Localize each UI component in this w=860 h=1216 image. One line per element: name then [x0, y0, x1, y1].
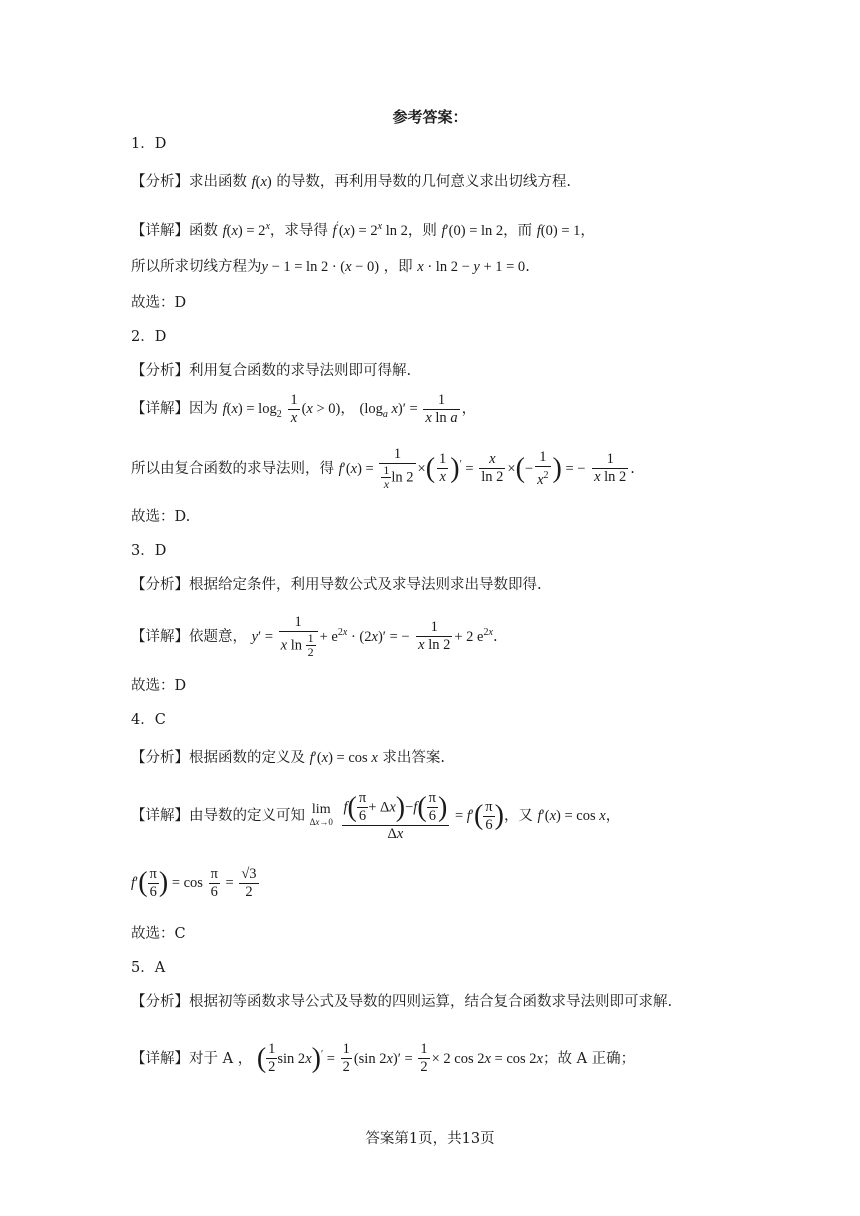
q1-answer: 故选：D [131, 295, 187, 311]
q2-detail: 【详解】因为 $f(x) = \log_2$ $\frac{1}{x}$ (x > 0)， ($\log_a$ x)′ = $\frac{1}{\text{x ln a}}$ ， [131, 391, 477, 426]
q2-analysis: 【分析】利用复合函数的求导法则即可得解. [131, 363, 412, 379]
q3-analysis: 【分析】根据给定条件，利用导数公式及求导法则求出导数即得. [131, 577, 542, 593]
q2-answer: 故选：D. [131, 509, 191, 525]
q4-answer: 故选：C [131, 926, 186, 942]
q1-analysis: 【分析】求出函数 f(x) 的导数，再利用导数的几何意义求出切线方程. [131, 174, 571, 190]
q1-tangent: 所以所求切线方程为y − 1 = ln 2 · (x − 0) ，即 x · ln 2 − y + 1 = 0. [131, 259, 530, 275]
q2-number: 2．D [131, 329, 167, 345]
q1-detail: 【详解】函数 $f(x) = 2^x$，求导得 $f'(x) = 2^x$ ln 2，则 f′(0) = ln 2，而 f(0) = 1， [131, 221, 595, 239]
q3-answer: 故选：D [131, 678, 187, 694]
q2-rule: 所以由复合函数的求导法则，得 f′(x) = 1 $\frac{1}{x}$ ln 2 ×( $\frac{1}{x}$ )′ = $\frac{x}{\ln 2}$ ×(− $\frac{1}{x^2}$ ) = − $\frac{1}{\text{x ln 2}}$ . [131, 446, 635, 492]
q4-detail: 【详解】由导数的定义可知 lim Δx→0 f( $\frac{\pi}{6}$ + Δx)−f( $\frac{\pi}{6}$ ) Δx = f′( $\frac{\pi}{6}$ )，又 f′(x) = cos x， [131, 789, 621, 842]
q5-number: 5．A [131, 960, 166, 976]
q1-number: 1．D [131, 136, 167, 152]
q3-detail: 【详解】依题意， y′ = 1 x ln $\frac{1}{2}$ + $e^{2x} \cdot (2x)'$ = − $\frac{1}{\text{x ln 2}}$ + 2 $e^{2x}$. [131, 614, 498, 660]
page-title: 参考答案： [392, 108, 468, 126]
page-footer: 答案第1页，共13页 [365, 1131, 495, 1147]
q5-analysis: 【分析】根据初等函数求导公式及导数的四则运算，结合复合函数求导法则即可求解. [131, 994, 673, 1010]
q3-number: 3．D [131, 543, 167, 559]
q4-number: 4．C [131, 712, 166, 728]
q4-value: f′( $\frac{\pi}{6}$ ) = cos $\frac{\pi}{6}$ = $\frac{√3}{2}$ [131, 865, 257, 900]
q5-detail: 【详解】对于 A ， ( $\frac{1}{2}$ sin 2x)′ = $\frac{1}{2}$ (sin 2x)′ = $\frac{1}{2}$ × 2 cos 2x = cos 2x；故 A 正确； [131, 1041, 636, 1076]
q4-analysis: 【分析】根据函数的定义及 f′(x) = cos x 求出答案. [131, 750, 445, 766]
